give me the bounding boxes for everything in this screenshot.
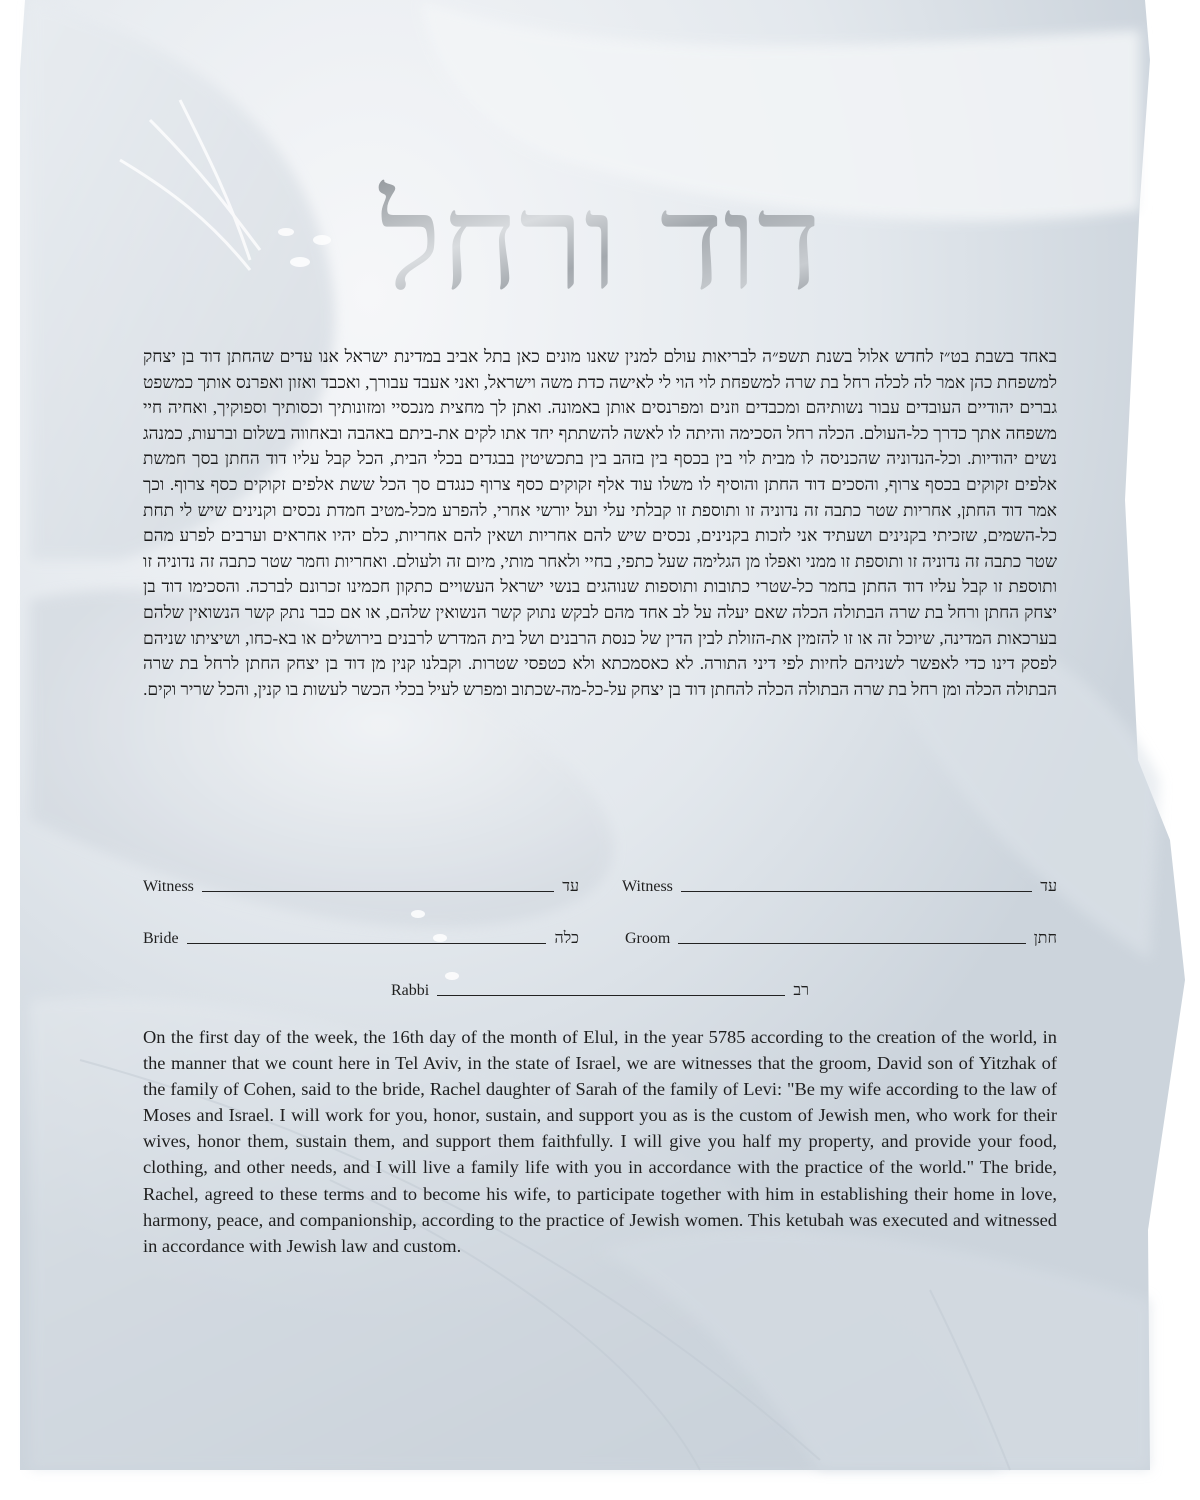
rabbi-hebrew-label: רב (793, 982, 809, 999)
rabbi-label: Rabbi (391, 982, 430, 999)
couple-names-text: דוד ורחל (379, 178, 821, 318)
bride-hebrew-label: כלה (554, 930, 579, 947)
witness-left-line[interactable] (202, 871, 554, 892)
witness-right-hebrew-label: עד (1040, 878, 1057, 895)
witness-right-label: Witness (622, 878, 673, 895)
witness-left-hebrew-label: עד (562, 878, 579, 895)
groom-label: Groom (625, 930, 671, 947)
bride-line[interactable] (187, 923, 547, 944)
bride-signature[interactable] (143, 918, 579, 948)
witness-right-signature[interactable] (622, 866, 1057, 896)
groom-signature[interactable] (625, 918, 1057, 948)
english-ketubah-text: On the first day of the week, the 16th day of the month of Elul, in the year 5785 according to the creation of the world, in the manner that we count here in Tel Aviv, in the state of Israel, we are witnesses that the groom, David son of Yitzhak of the family of Cohen, said to the bride, Rachel daughter of Sarah of the family of Levi: "Be my wife according to the law of Moses and Israel. I will work for you, honor, sustain, and support you as is the custom of Jewish men, who work for their wives, honor them, sustain them, and support them faithfully. I will give you half my property, and provide your food, clothing, and other needs, and I will live a family life with you in accordance with the practice of the world." The bride, Rachel, agreed to these terms and to become his wife, to participate together with him in establishing their home in love, harmony, peace, and companionship, according to the practice of Jewish women. This ketubah was executed and witnessed in accordance with Jewish law and custom. (143, 1027, 1057, 1256)
groom-line[interactable] (678, 923, 1025, 944)
groom-hebrew-label: חתן (1033, 930, 1057, 947)
couple-names-heading (0, 178, 1200, 318)
bride-label: Bride (143, 930, 179, 947)
witness-left-signature[interactable] (143, 866, 579, 896)
rabbi-signature[interactable] (391, 970, 809, 1000)
hebrew-ketubah-text: באחד בשבת בט״ז לחדש אלול בשנת תשפ״ה לבריאות עולם למנין שאנו מונים כאן בתל אביב במדינת ישראל אנו עדים שהחתן דוד בן יצחק למשפחת כהן אמר לה לכלה רחל בת שרה למשפחת לוי הוי לי לאישה כדת משה וישראל, ואני אעבד עבורך, ואכבד ואזון ואפרנס אותך כמשפט גברים יהודיים העובדים עבור נשותיהם ומכבדים וזנים ומפרנסים אותן באמונה. ואתן לך מחצית מנכסיי ומזונותיך וכסותיך וספוקיך, ואחיה חיי משפחה אתך כדרך כל-העולם. הכלה רחל הסכימה והיתה לו לאשה להשתתף יחד אתו לקים את-ביתם באהבה ובאחווה בשלום וברעות, כמנהג נשים יהודיות. וכל-הנדוניה שהכניסה לו מבית לוי בין בכסף בין בזהב בין בתכשיטין בבגדים בכלי הבית, הכל קבל עליו דוד החתן בסך חמשת אלפים זקוקים בכסף צרוף, והסכים דוד החתן והוסיף לו משלו עוד אלף זקוקים כסף צרוף כנגדם סך הכל ששת אלפים זקוקים כסף צרוף. וכך אמר דוד החתן, אחריות שטר כתבה זה נדוניה זו ותוספת זו קבלתי עלי ועל יורשי אחרי, להפרע מכל-מטיב חמדת נכסים וקנינים שיש לי תחת כל-השמים, שזכיתי בקנינים ושעתיד אני לזכות בקנינים, נכסים שיש להם אחריות ושאין להם אחריות, כלם יהיו אחראים וערבים לפרע מהם שטר כתבה זה נדוניה זו ותוספת זו ממני ואפלו מן הגלימה שעל כתפי, בחיי ולאחר מותי, מיום זה ולעולם. ואחריות וחמר שטר כתבה זה נדוניה זו ותוספת זו קבל עליו דוד החתן בחמר כל-שטרי כתובות ותוספות שנוהגים בנשי ישראל העשויים כתקון חכמינו זכרונם לברכה. והסכימו דוד בן יצחק החתן ורחל בת שרה הבתולה הכלה שאם יעלה על לב אחד מהם לבקש נתוק קשר הנשואין שלהם, או אם כבר נתק קשר הנשואין שלהם בערכאות המדינה, שיוכל זה או זו להזמין את-הזולת לבין הדין של כנסת הרבנים ושל בית המדרש לרבנים בירושלים או בא-כחו, ושיציתו שניהם לפסק דינו כדי לאפשר לשניהם לחיות לפי דיני התורה. לא כאסמכתא ולא כטפסי שטרות. וקבלנו קנין מן דוד בן יצחק החתן לרחל בת שרה הבתולה הכלה ומן רחל בת שרה הבתולה הכלה להחתן דוד בן יצחק על-כל-מה-שכתוב ומפרש לעיל בכלי הכשר לעשות בו קנין, והכל שריר וקים. (143, 347, 1057, 699)
witness-right-line[interactable] (681, 871, 1032, 892)
rabbi-line[interactable] (437, 975, 785, 996)
witness-left-label: Witness (143, 878, 194, 895)
